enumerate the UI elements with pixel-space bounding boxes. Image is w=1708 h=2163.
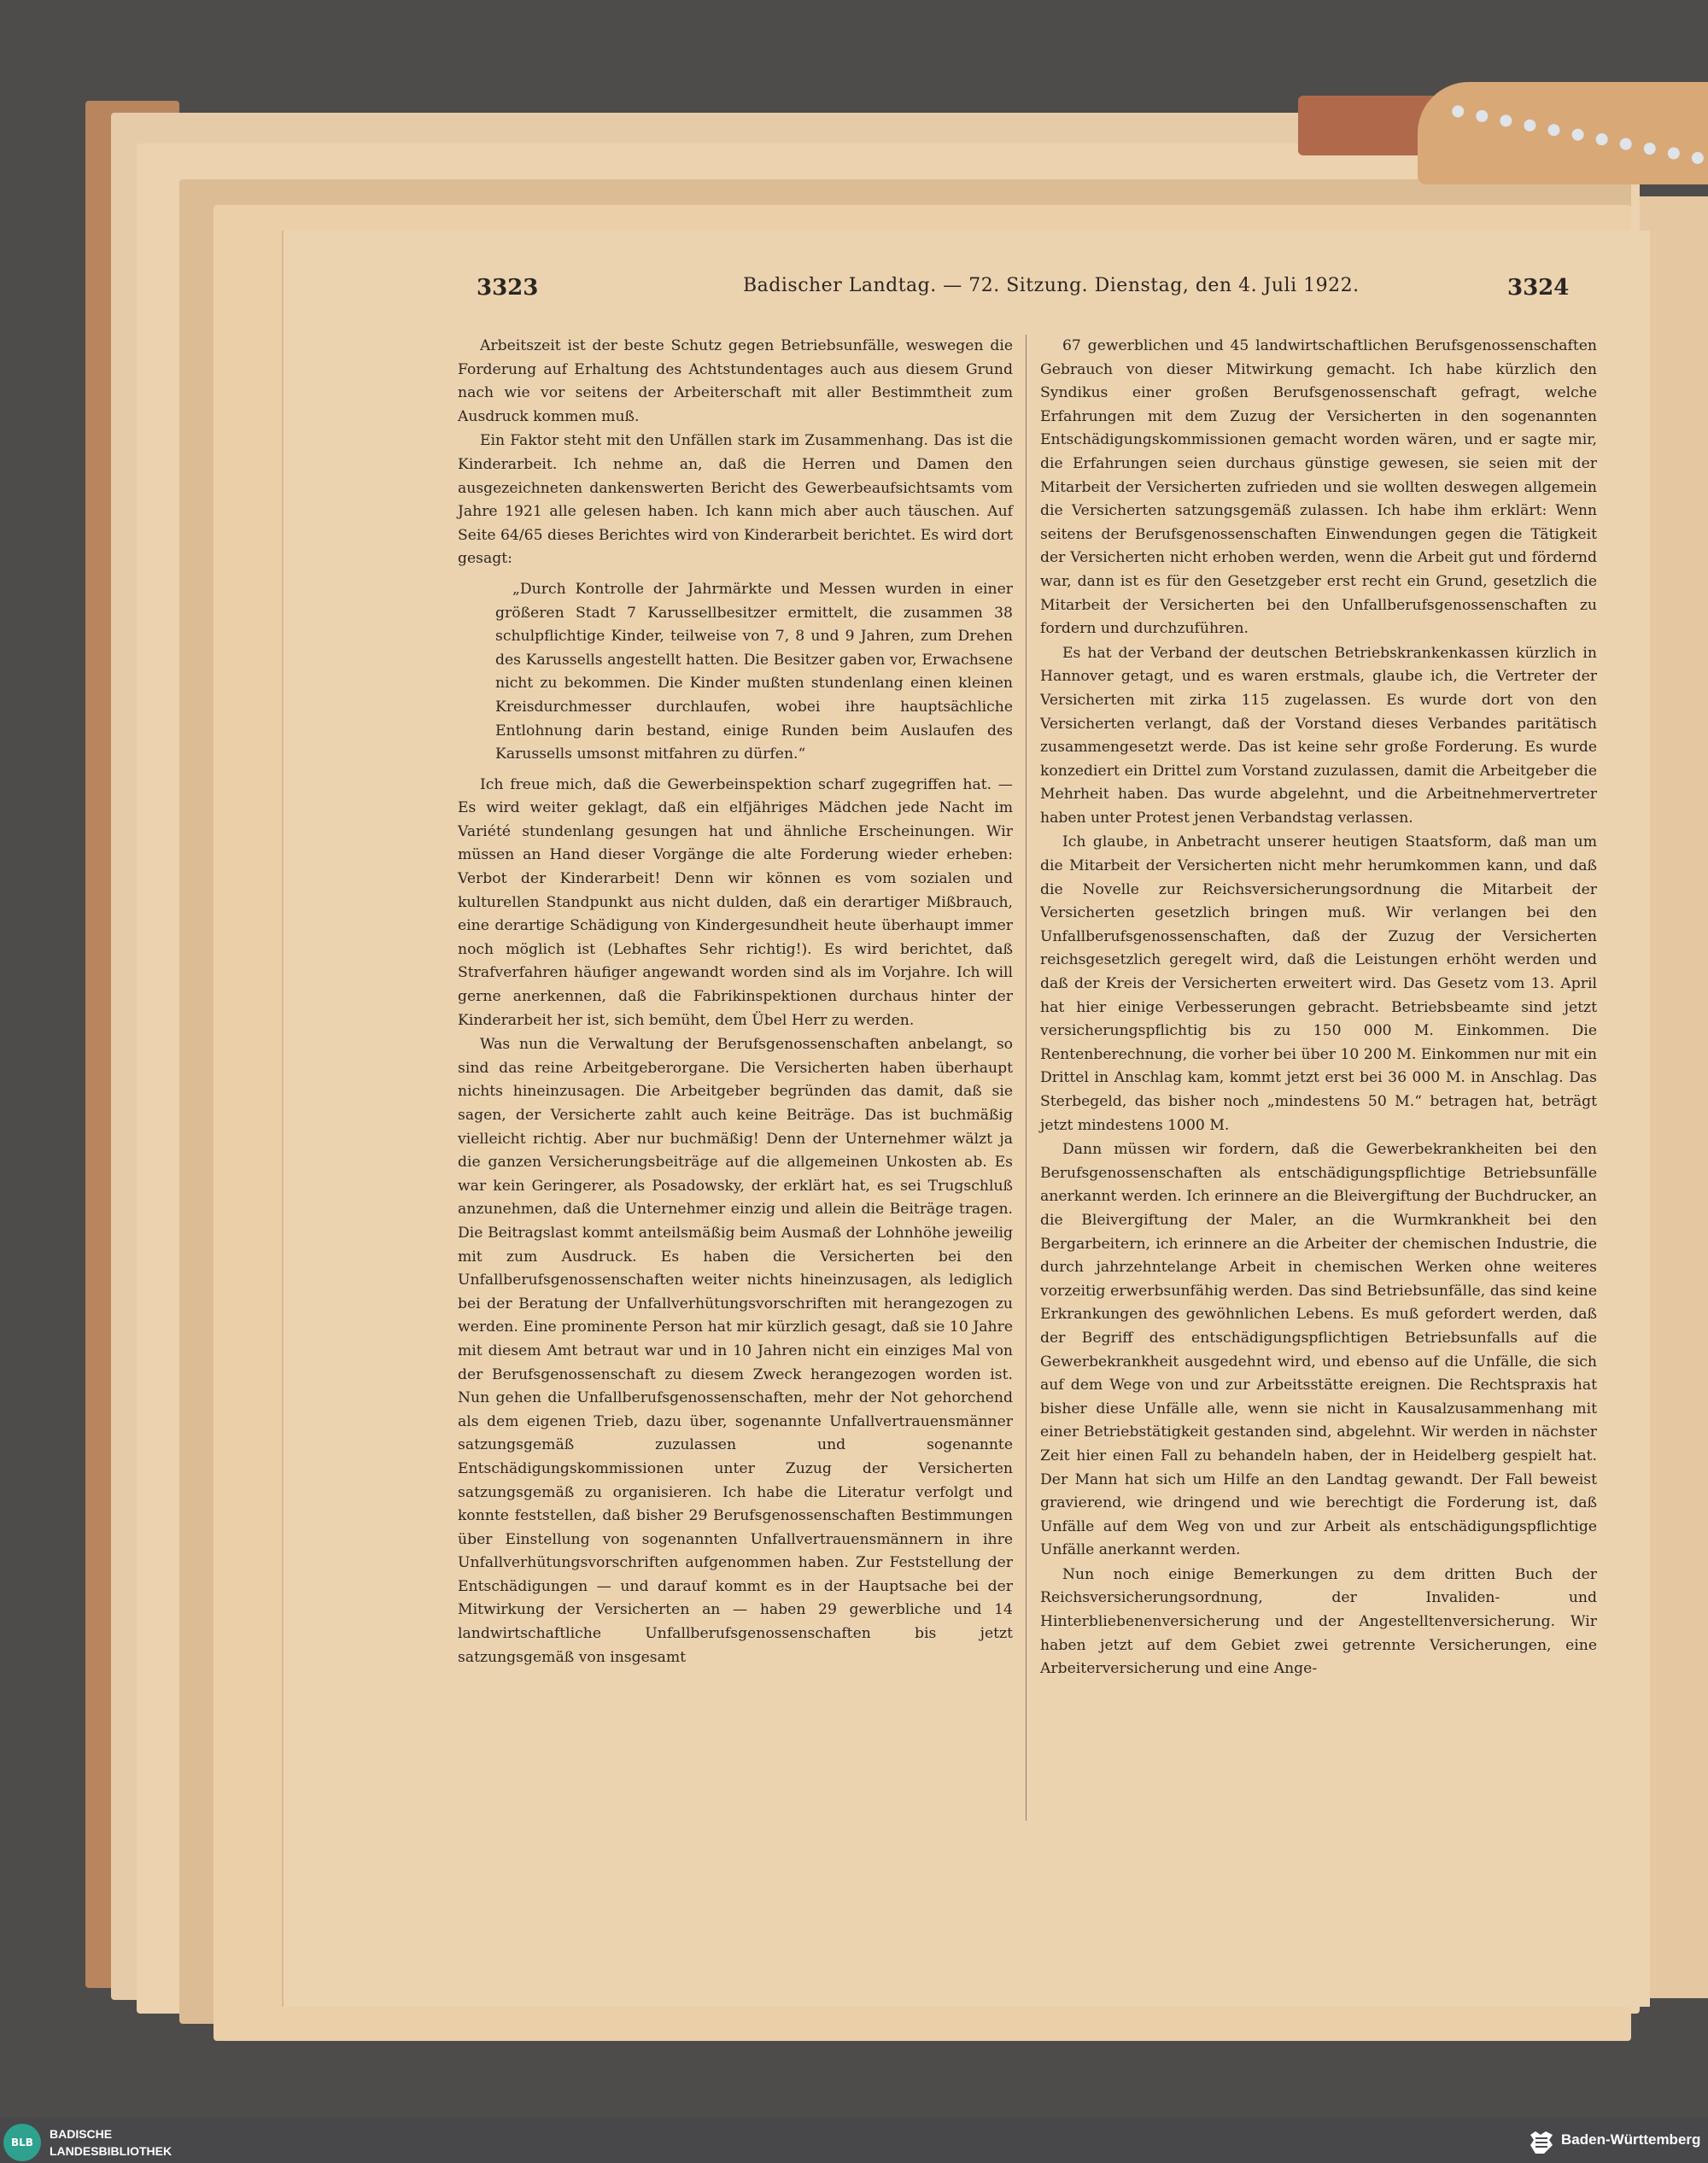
paragraph: Ich freue mich, daß die Gewerbeinspektion scharf zugegriffen hat. — Es wird weiter geklagt, daß ein elfjähriges Mädchen jede Nacht im Variété stundenlang gesungen hat und ähnliche Erscheinungen. Wir müssen an Hand dieser Vorgänge die alte Forderung wieder erheben: Verbot der Kinderarbeit! Denn wir können es vom sozialen und kulturellen Standpunkt aus nicht dulden, daß ein derartiger Mißbrauch, eine derartige Schädigung von Kindergesundheit heute überhaupt immer noch möglich ist (Lebhaftes Sehr richtig!). Es wird berichtet, daß Strafverfahren häufiger angewandt worden sind als im Vorjahre. Ich will gerne anerkennen, daß die Fabrikinspektionen durchaus hinter der Kinderarbeit her ist, sich bemüht, dem Übel Herr zu werden. — [458, 775, 1013, 1029]
paragraph: Arbeitszeit ist der beste Schutz gegen Betriebsunfälle, weswegen die Forderung auf Erhaltung des Achtstundentages auch aus diesem Grund nach wie vor seitens der Arbeiterschaft mit aller Bestimmtheit zum Ausdruck kommen muß. — [458, 337, 1013, 425]
text-column-right — [1040, 335, 1597, 1682]
paragraph: Ein Faktor steht mit den Unfällen stark im Zusammenhang. Das ist die Kinderarbeit. Ich nehme an, daß die Herren und Damen den ausgezeichneten dankenswerten Bericht des Gewerbeaufsichtsamts vom Jahre 1921 alle gelesen haben. Ich kann mich aber auch täuschen. Auf Seite 64/65 dieses Berichtes wird von Kinderarbeit berichtet. Es wird dort gesagt: — [458, 432, 1013, 568]
state-name[interactable]: Baden-Württemberg — [1561, 2131, 1701, 2148]
facing-page-edge — [1640, 196, 1708, 1998]
paragraph: 67 gewerblichen und 45 landwirtschaftlichen Berufsgenossenschaften Gebrauch von dieser Mitwirkung gemacht. Ich habe kürzlich den Syndikus einer großen Berufsgenossenschaft gefragt, welche Erfahrungen mit dem Zuzug der Versicherten in den sogenannten Entschädigungskommissionen gemacht worden wären, und er sagte mir, die Erfahrungen seien durchaus günstige gewesen, sie seien mit der Mitarbeit der Versicherten zufrieden und sie wollten deswegen allgemein die Versicherten satzungsgemäß zulassen. Ich habe ihm erklärt: Wenn seitens der Berufsgenossenschaften Einwendungen gegen die Tätigkeit der Versicherten nicht erhoben werden, wenn die Arbeit gut und fördernd war, dann ist es für den Gesetzgeber erst recht ein Grund, gesetzlich die Mitarbeit der Versicherten bei den Unfallberufsgenossenschaften zu fordern und durchzuführen. — [1040, 337, 1597, 638]
page-number-right: 3324 — [1507, 275, 1570, 301]
text-column-left — [458, 335, 1013, 1670]
library-name-line1: BADISCHE — [50, 2127, 113, 2141]
column-divider — [1026, 335, 1027, 1821]
state-coat-of-arms-icon — [1527, 2128, 1556, 2157]
blb-logo-icon[interactable]: BLB — [3, 2124, 41, 2161]
viewer-footer — [0, 2118, 1708, 2163]
paragraph: Was nun die Verwaltung der Berufsgenossenschaften anbelangt, so sind das reine Arbeitgeberorgane. Die Versicherten haben überhaupt nichts hineinzusagen. Die Arbeitgeber begründen das damit, daß sie sagen, der Versicherte zahlt auch keine Beiträge. Das ist buchmäßig vielleicht richtig. Aber nur buchmäßig! Denn der Unternehmer wälzt ja die ganzen Versicherungsbeiträge auf die allgemeinen Unkosten ab. Es war kein Geringerer, als Posadowsky, der erklärt hat, es sei Trugschluß anzunehmen, daß die Unternehmer einzig und allein die Beiträge tragen. Die Beitragslast kommt anteilsmäßig beim Ausmaß der Lohnhöhe jeweilig mit zum Ausdruck. Es haben die Versicherten bei den Unfallberufsgenossenschaften weiter nichts hineinzusagen, als lediglich bei der Beratung der Unfallverhütungsvorschriften mit herangezogen zu werden. Eine prominente Person hat mir kürzlich gesagt, daß sie 10 Jahre mit diesem Amt betraut war und in 10 Jahren nicht ein einziges Mal von der Berufsgenossenschaft zu diesem Zweck herangezogen worden ist. Nun gehen die Unfallberufsgenossenschaften, mehr der Not gehorchend als dem eigenen Trieb, dazu über, sogenannte Unfallvertrauensmänner satzungsgemäß zuzulassen und sogenannte Entschädigungskommissionen unter Zuzug der Versicherten satzungsgemäß zu organisieren. Ich habe die Literatur verfolgt und konnte feststellen, daß bisher 29 Berufsgenossenschaften Bestimmungen über Einstellung von sogenannten Unfallvertrauensmännern in ihre Unfallverhütungsvorschriften aufgenommen haben. Zur Feststellung der Entschädigungen — und darauf kommt es in der Hauptsache bei der Mitwirkung der Versicherten an — haben 29 gewerbliche und 14 landwirtschaftliche Unfallberufsgenossenschaften bis jetzt satzungsgemäß von insgesamt — [458, 1036, 1013, 1666]
paragraph: Es hat der Verband der deutschen Betriebskrankenkassen kürzlich in Hannover getagt, und es waren erstmals, glaube ich, die Vertreter der Versicherten mit zirka 115 zugelassen. Es wurde dort von den Versicherten verlangt, daß der Vorstand dieses Verbandes paritätisch zusammengesetzt werde. Das ist keine sehr große Forderung. Es wurde konzediert ein Drittel zum Vorstand zuzulassen, damit die Arbeitgeber die Mehrheit haben. Das wurde abgelehnt, und die Arbeitnehmervertreter haben unter Protest jenen Verbandstag verlassen. — [1040, 644, 1597, 827]
running-title: Badischer Landtag. — 72. Sitzung. Dienstag, den 4. Juli 1922. — [743, 275, 1360, 296]
paragraph: Ich glaube, in Anbetracht unserer heutigen Staatsform, daß man um die Mitarbeit der Versicherten nicht mehr herumkommen kann, und daß die Novelle zur Reichsversicherungsordnung die Mitarbeit der Versicherten gesetzlich bringen muß. Wir verlangen bei den Unfallberufsgenossenschaften, daß der Zuzug der Versicherten reichsgesetzlich geregelt wird, daß die Leistungen erhöht werden und daß der Kreis der Versicherten erweitert wird. Das Gesetz vom 13. April hat hier einige Verbesserungen gebracht. Betriebsbeamte sind jetzt versicherungspflichtig bis zu 150 000 M. Einkommen. Die Rentenberechnung, die vorher bei über 10 200 M. Einkommen nur mit ein Drittel in Anschlag kam, kommt jetzt erst bei 36 000 M. in Anschlag. Das Sterbegeld, das bisher noch „mindestens 50 M.“ betragen hat, beträgt jetzt mindestens 1000 M. — [1040, 833, 1597, 1134]
page-number-left: 3323 — [477, 275, 539, 301]
paragraph: Nun noch einige Bemerkungen zu dem dritten Buch der Reichsversicherungsordnung, der Invaliden- und Hinterbliebenenversicherung und der Angestelltenversicherung. Wir haben jetzt auf dem Gebiet zwei getrennte Versicherungen, eine Arbeiterversicherung und eine Ange- — [1040, 1565, 1597, 1678]
quotation: „Durch Kontrolle der Jahrmärkte und Messen wurden in einer größeren Stadt 7 Karussellbesitzer ermittelt, die zusammen 38 schulpflichtige Kinder, teilweise von 7, 8 und 9 Jahren, zum Drehen des Karussells angestellt hatten. Die Besitzer gaben vor, Erwachsene nicht zu bekommen. Die Kinder mußten stundenlang einen kleinen Kreisdurchmesser durchlaufen, wobei ihre hauptsächliche Entlohnung darin bestand, einige Runden beim Auslaufen des Karussells umsonst mitfahren zu dürfen.“ — [495, 580, 1013, 763]
library-name[interactable] — [50, 2125, 172, 2160]
paragraph: Dann müssen wir fordern, daß die Gewerbekrankheiten bei den Berufsgenossenschaften als entschädigungspflichtige Betriebsunfälle anerkannt werden. Ich erinnere an die Bleivergiftung der Buchdrucker, an die Bleivergiftung der Maler, an die Wurmkrankheit bei den Bergarbeitern, ich erinnere an die Arbeiter der chemischen Industrie, die durch jahrzehntelange Arbeit in chemischen Werken ohne weiteres vorzeitig erwerbsunfähig werden. Das sind Betriebsunfälle, das sind keine Erkrankungen des gewöhnlichen Lebens. Es muß gefordert werden, daß der Begriff des entschädigungspflichtigen Betriebsunfalls auf die Gewerbekrankheit ausgedehnt wird, und ebenso auf die Unfälle, die sich auf dem Wege von und zur Arbeitsstätte ereignen. Die Rechtspraxis hat bisher diese Unfälle alle, wenn sie nicht in Kausalzusammenhang mit einer Betriebstätigkeit gestanden sind, abgelehnt. Wir werden in nächster Zeit hier einen Fall zu behandeln haben, der in Heidelberg gespielt hat. Der Mann hat sich um Hilfe an den Landtag gewandt. Der Fall beweist gravierend, wie dringend und wie berechtigt die Forderung ist, daß Unfälle auf dem Weg von und zur Arbeit als entschädigungspflichtige Unfälle anerkannt werden. — [1040, 1141, 1597, 1559]
library-name-line2: LANDESBIBLIOTHEK — [50, 2144, 173, 2158]
